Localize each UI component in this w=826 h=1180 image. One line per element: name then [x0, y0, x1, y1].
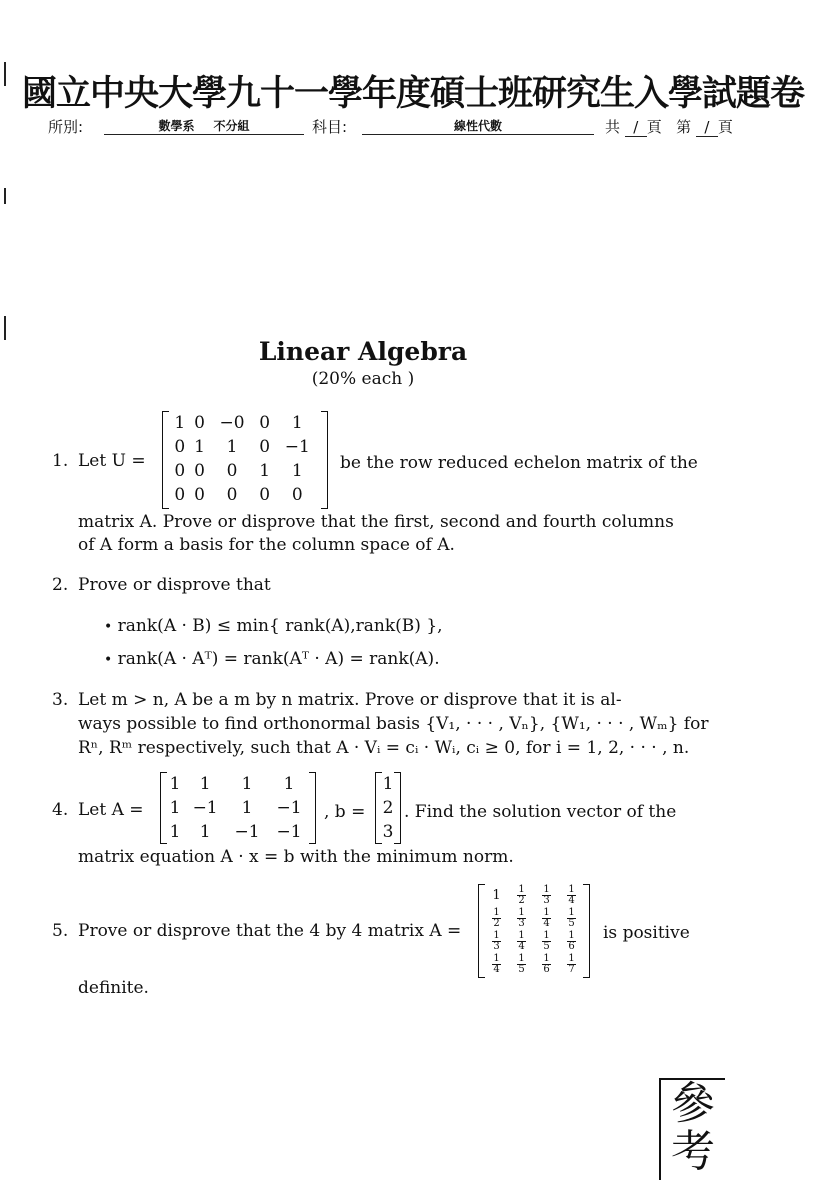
- q5-after: is positive: [603, 923, 690, 943]
- page-unit: 頁: [646, 118, 662, 136]
- matrix-cell: 0: [194, 413, 205, 433]
- subject-value: 線性代數: [453, 119, 502, 133]
- q4-vector: [375, 772, 401, 844]
- q2-lead: Prove or disprove that: [78, 575, 271, 595]
- matrix-cell: 0: [226, 461, 238, 481]
- matrix-row: [484, 907, 584, 930]
- matrix-cell: −1: [276, 822, 302, 842]
- group-value: 不分組: [213, 119, 250, 133]
- q4-line2: matrix equation A · x = b with the minimum norm.: [78, 847, 514, 867]
- q3-line2: ways possible to find orthonormal basis {V₁, · · · , Vₙ}, {W₁, · · · , Wₘ} for: [78, 714, 709, 734]
- matrix-cell: 0: [259, 437, 271, 457]
- q4-lead: Let A =: [78, 800, 144, 820]
- scan-edge-mark: [4, 62, 6, 86]
- matrix-cell: $\frac{1}{5}$: [568, 907, 575, 929]
- matrix-cell: 0: [226, 485, 238, 505]
- doc-subtitle: (20% each ): [311, 369, 415, 389]
- matrix-cell: 1: [492, 888, 501, 903]
- q3-number: 3.: [52, 690, 69, 710]
- subject-field: [362, 116, 594, 135]
- matrix-cell: 1: [291, 461, 303, 481]
- matrix-cell: 0: [194, 485, 205, 505]
- q1-number: 1.: [52, 451, 69, 471]
- matrix-cell: $\frac{1}{4}$: [518, 930, 525, 952]
- matrix-cell: 1: [259, 461, 271, 481]
- matrix-cell: 1: [241, 798, 253, 818]
- matrix-cell: 1: [194, 437, 205, 457]
- matrix-cell: 0: [174, 461, 186, 481]
- matrix-cell: 0: [291, 485, 303, 505]
- matrix-cell: −1: [284, 437, 310, 457]
- matrix-cell: 1: [169, 822, 181, 842]
- matrix-row: [166, 820, 310, 844]
- page-number: /: [696, 118, 718, 137]
- q5-number: 5.: [52, 921, 69, 941]
- q5-matrix: [478, 884, 590, 978]
- matrix-row: [484, 930, 584, 953]
- exam-header-title: 國立中央大學九十一學年度碩士班研究生入學試題卷: [22, 74, 805, 114]
- matrix-cell: 0: [174, 485, 186, 505]
- matrix-row: [484, 953, 584, 976]
- matrix-cell: −1: [276, 798, 302, 818]
- matrix-cell: $\frac{1}{4}$: [568, 884, 575, 906]
- matrix-cell: −1: [234, 822, 260, 842]
- matrix-cell: 1: [199, 774, 211, 794]
- q5-lead: Prove or disprove that the 4 by 4 matrix A =: [78, 921, 462, 941]
- matrix-cell: 1: [241, 774, 253, 794]
- matrix-cell: $\frac{1}{6}$: [543, 953, 550, 975]
- q4-matrix: [160, 772, 316, 844]
- q3-line3: Rⁿ, Rᵐ respectively, such that A · Vᵢ = cᵢ · Wᵢ, cᵢ ≥ 0, for i = 1, 2, · · · , n.: [78, 738, 690, 758]
- matrix-cell: −0: [219, 413, 245, 433]
- matrix-cell: 0: [259, 485, 271, 505]
- total-pages: /: [625, 118, 647, 137]
- dept-field: [104, 116, 304, 135]
- q1-line3: of A form a basis for the column space of A.: [78, 535, 455, 555]
- q3-line1: Let m > n, A be a m by n matrix. Prove or disprove that it is al-: [78, 690, 622, 710]
- q1-line2: matrix A. Prove or disprove that the first, second and fourth columns: [78, 512, 674, 532]
- matrix-cell: $\frac{1}{5}$: [543, 930, 550, 952]
- matrix-row: [170, 483, 320, 507]
- matrix-cell: $\frac{1}{3}$: [493, 930, 500, 952]
- matrix-cell: 1: [174, 413, 186, 433]
- matrix-row: [484, 884, 584, 907]
- matrix-cell: 1: [291, 413, 303, 433]
- q2-bullet-2: [104, 649, 440, 669]
- scan-edge-mark: [4, 188, 6, 204]
- reference-stamp: 參考: [659, 1078, 725, 1180]
- q4-after: . Find the solution vector of the: [404, 802, 677, 822]
- matrix-cell: $\frac{1}{3}$: [518, 907, 525, 929]
- dept-label: 所別:: [48, 118, 84, 136]
- matrix-cell: 1: [199, 822, 211, 842]
- matrix-row: [166, 772, 310, 796]
- matrix-cell: 3: [382, 822, 394, 842]
- matrix-cell: 1: [226, 437, 238, 457]
- q1-matrix: [162, 411, 328, 509]
- q1-after: be the row reduced echelon matrix of the: [340, 453, 698, 473]
- bullet-icon: •: [104, 619, 113, 635]
- matrix-cell: 0: [174, 437, 186, 457]
- bullet-icon: •: [104, 652, 113, 668]
- matrix-row: [166, 796, 310, 820]
- q1-lead: Let U =: [78, 451, 146, 471]
- subject-label: 科目:: [312, 118, 348, 136]
- q4-mid: , b =: [324, 802, 366, 822]
- matrix-cell: $\frac{1}{3}$: [543, 884, 550, 906]
- matrix-cell: 1: [169, 774, 181, 794]
- matrix-cell: 1: [283, 774, 295, 794]
- matrix-row: [170, 459, 320, 483]
- dept-value: 數學系: [158, 119, 195, 133]
- matrix-cell: $\frac{1}{2}$: [518, 884, 525, 906]
- page-count: [605, 116, 733, 137]
- matrix-cell: $\frac{1}{4}$: [543, 907, 550, 929]
- matrix-cell: 2: [382, 798, 394, 818]
- doc-title: Linear Algebra: [258, 337, 468, 366]
- q4-number: 4.: [52, 800, 69, 820]
- matrix-cell: $\frac{1}{5}$: [518, 953, 525, 975]
- q2-bullet-1: [104, 616, 443, 636]
- q2-number: 2.: [52, 575, 69, 595]
- matrix-cell: −1: [192, 798, 218, 818]
- total-prefix: 共: [605, 118, 621, 136]
- page-unit-2: 頁: [717, 118, 733, 136]
- q5-line2: definite.: [78, 978, 149, 998]
- matrix-cell: $\frac{1}{2}$: [493, 907, 500, 929]
- matrix-cell: $\frac{1}{7}$: [568, 953, 575, 975]
- matrix-row: [170, 435, 320, 459]
- page-prefix: 第: [676, 118, 692, 136]
- q2-bullet-1-text: rank(A · B) ≤ min{ rank(A),rank(B) },: [117, 616, 443, 636]
- q2-bullet-2-text: rank(A · Aᵀ) = rank(Aᵀ · A) = rank(A).: [117, 649, 440, 669]
- matrix-cell: 0: [259, 413, 271, 433]
- matrix-cell: 1: [169, 798, 181, 818]
- matrix-cell: $\frac{1}{6}$: [568, 930, 575, 952]
- matrix-cell: 1: [382, 774, 394, 794]
- matrix-cell: $\frac{1}{4}$: [493, 953, 500, 975]
- matrix-cell: 0: [194, 461, 205, 481]
- matrix-row: [170, 411, 320, 435]
